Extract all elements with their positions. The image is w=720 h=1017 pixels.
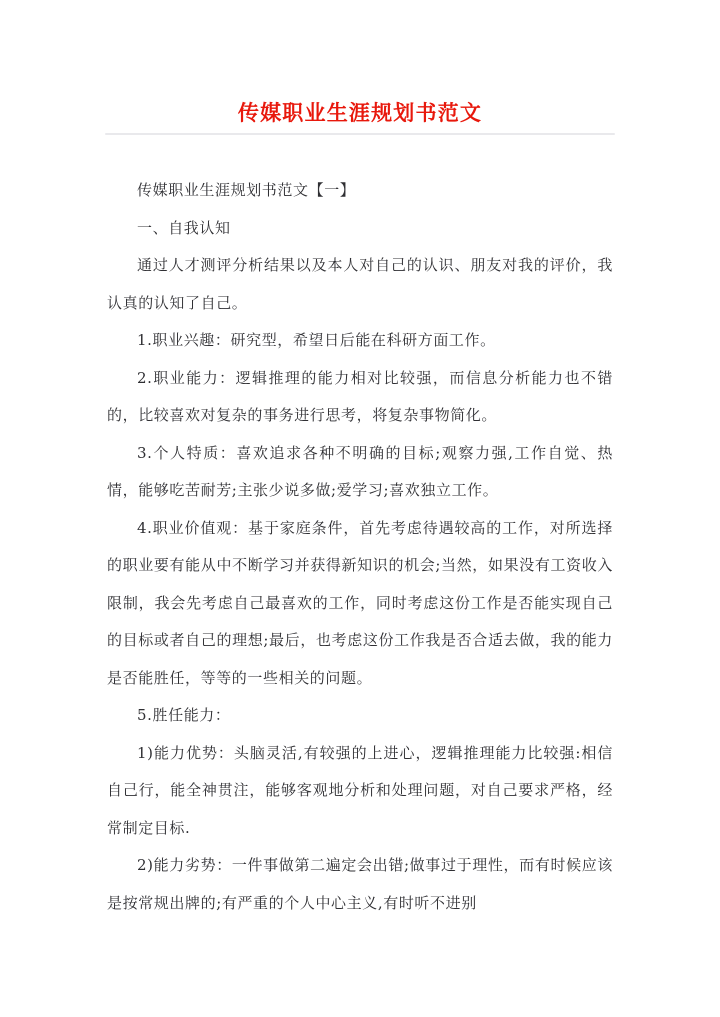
body-item-1: 1.职业兴趣：研究型，希望日后能在科研方面工作。 [137, 331, 496, 349]
body-section-1-heading: 一、自我认知 [137, 218, 231, 237]
body-paragraph-intro: 通过人才测评分析结果以及本人对自己的认识、朋友对我的评价，我认真的认知了自己。 [107, 256, 613, 312]
body-item-5-2: 2)能力劣势：一件事做第二遍定会出错;做事过于理性，而有时候应该是按常规出牌的;有严重的个人中心主义,有时听不进别 [107, 856, 613, 912]
body-item-5-1: 1)能力优势：头脑灵活,有较强的上进心，逻辑推理能力比较强:相信自己行，能全神贯注，能够客观地分析和处理问题，对自己要求严格，经常制定目标. [107, 743, 613, 837]
page-title: 传媒职业生涯规划书范文 [237, 101, 483, 126]
body-item-5: 5.胜任能力： [137, 706, 231, 724]
title-divider [105, 133, 615, 135]
body-item-2: 2.职业能力：逻辑推理的能力相对比较强，而信息分析能力也不错的，比较喜欢对复杂的事务进行思考，将复杂事物简化。 [107, 368, 613, 424]
body-item-4: 4.职业价值观：基于家庭条件，首先考虑待遇较高的工作，对所选择的职业要有能从中不断学习并获得新知识的机会;当然，如果没有工资收入限制，我会先考虑自己最喜欢的工作，同时考虑这份工作是否能实现自己的目标或者自己的理想;最后，也考虑这份工作我是否合适去做，我的能力是否能胜任，等等的一些相关的问题。 [107, 518, 613, 687]
body-heading-sub: 传媒职业生涯规划书范文【一】 [137, 181, 356, 199]
document-body [107, 172, 613, 922]
body-item-3: 3.个人特质：喜欢追求各种不明确的目标;观察力强,工作自觉、热情，能够吃苦耐芳;主张少说多做;爱学习;喜欢独立工作。 [107, 443, 613, 499]
